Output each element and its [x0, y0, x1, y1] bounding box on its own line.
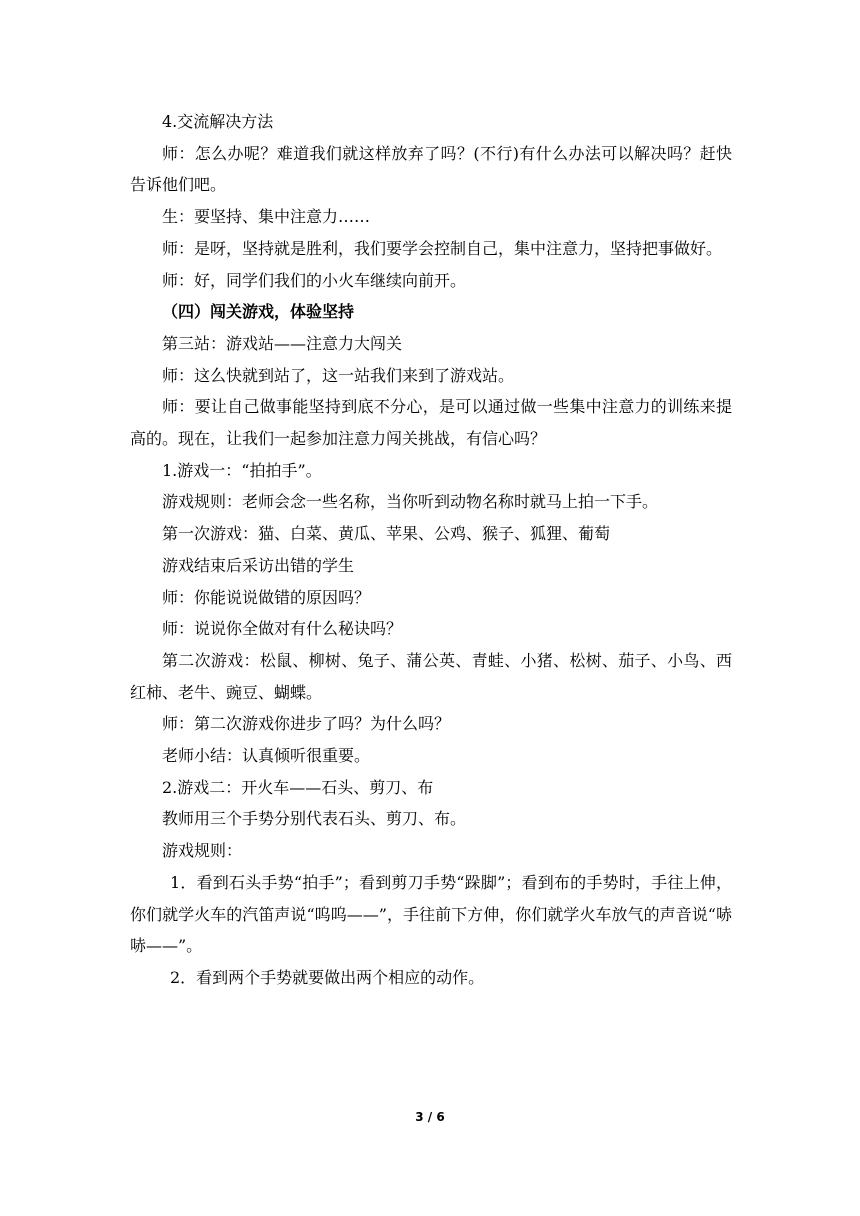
paragraph-teacher-progress: 师：第二次游戏你进步了吗？为什么吗？: [162, 714, 451, 734]
paragraph-game-one: 1.游戏一：“拍拍手”。: [162, 460, 322, 480]
paragraph-student-answer: 生：要坚持、集中注意力……: [162, 207, 371, 227]
paragraph-game-one-rules: 游戏规则：老师会念一些名称，当你听到动物名称时就马上拍一下手。: [162, 492, 659, 512]
paragraph-interview: 游戏结束后采访出错的学生: [162, 555, 355, 575]
paragraph-teacher-persist: 师：是呀，坚持就是胜利，我们要学会控制自己，集中注意力，坚持把事做好。: [162, 238, 723, 258]
paragraph-teacher-challenge: 师：要让自己做事能坚持到底不分心，是可以通过做一些集中注意力的训练来提高的。现在，让我们一起参加注意力闯关挑战，有信心吗？: [130, 397, 732, 449]
paragraph-teacher-arrive: 师：这么快就到站了，这一站我们来到了游戏站。: [162, 365, 515, 385]
paragraph-second-round: 第二次游戏：松鼠、柳树、兔子、蒲公英、青蛙、小猪、松树、茄子、小鸟、西红柿、老牛、豌豆、蝴蝶。: [130, 650, 732, 702]
paragraph-teacher-secret: 师：说说你全做对有什么秘诀吗？: [162, 619, 403, 639]
paragraph-game-two: 2.游戏二：开火车——石头、剪刀、布: [162, 777, 434, 797]
paragraph-rule-one: 1．看到石头手势“拍手”；看到剪刀手势“跺脚”；看到布的手势时，手往上伸，你们就学火车的汽笛声说“呜呜——”，手往前下方伸，你们就学火车放气的声音说“哧哧——”。: [130, 872, 732, 956]
paragraph-station-three: 第三站：游戏站——注意力大闯关: [162, 333, 403, 353]
paragraph-rule-two: 2．看到两个手势就要做出两个相应的动作。: [170, 967, 485, 987]
paragraph-first-round: 第一次游戏：猫、白菜、黄瓜、苹果、公鸡、猴子、狐狸、葡萄: [162, 524, 611, 544]
paragraph-heading-exchange: 4.交流解决方法: [162, 112, 274, 131]
paragraph-gestures: 教师用三个手势分别代表石头、剪刀、布。: [162, 809, 467, 829]
paragraph-game-two-rules: 游戏规则：: [162, 841, 243, 861]
paragraph-teacher-question: 师：怎么办呢？难道我们就这样放弃了吗？(不行)有什么办法可以解决吗？赶快告诉他们吧。: [130, 143, 732, 195]
document-body: [130, 106, 732, 994]
paragraph-teacher-summary: 老师小结：认真倾听很重要。: [162, 746, 371, 766]
section-heading-game: （四）闯关游戏，体验坚持: [162, 302, 355, 322]
page-number: 3 / 6: [415, 1110, 445, 1124]
paragraph-teacher-reason: 师：你能说说做错的原因吗？: [162, 587, 371, 607]
paragraph-teacher-train: 师：好，同学们我们的小火车继续向前开。: [162, 270, 467, 290]
